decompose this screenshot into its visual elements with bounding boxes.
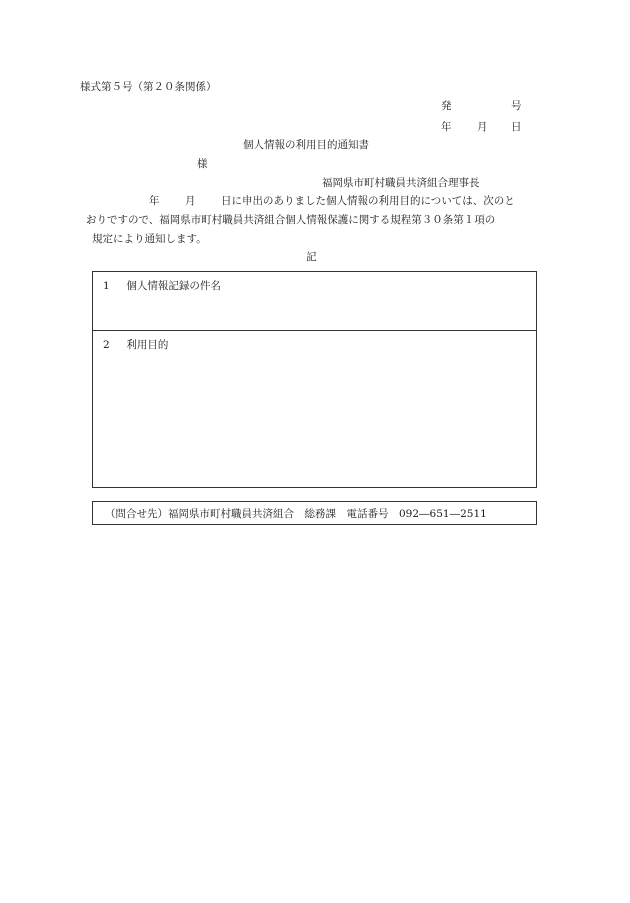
contact-info: （問合せ先）福岡県市町村職員共済組合 総務課 電話番号 092―651―2511 [105, 508, 487, 520]
form-number: 様式第５号（第２０条関係） [80, 81, 217, 93]
row-number: 2 [103, 339, 110, 351]
table-row-purpose [93, 331, 536, 487]
body-line-3: 規定により通知します。 [92, 233, 207, 245]
body-year-label: 年 [149, 195, 160, 207]
addressee-suffix: 様 [197, 158, 208, 170]
day-label: 日 [511, 121, 522, 133]
body-line-1-text: 日に申出のありました個人情報の利用目的については、次のと [221, 195, 515, 207]
table-row-record-name [93, 272, 536, 331]
year-label: 年 [441, 121, 452, 133]
contact-box [92, 501, 537, 525]
sender-name: 福岡県市町村職員共済組合理事長 [322, 177, 480, 189]
notice-table [92, 271, 537, 488]
row-number: 1 [103, 280, 110, 292]
row-label: 利用目的 [126, 339, 169, 351]
document-title: 個人情報の利用目的通知書 [243, 139, 369, 151]
body-month-label: 月 [185, 195, 196, 207]
body-line-2: おりですので、福岡県市町村職員共済組合個人情報保護に関する規程第３０条第１項の [86, 214, 496, 226]
ki-heading: 記 [306, 251, 317, 263]
issue-label: 発 [441, 100, 452, 112]
month-label: 月 [477, 121, 488, 133]
row-label: 個人情報記録の件名 [126, 280, 221, 292]
number-label: 号 [511, 100, 522, 112]
